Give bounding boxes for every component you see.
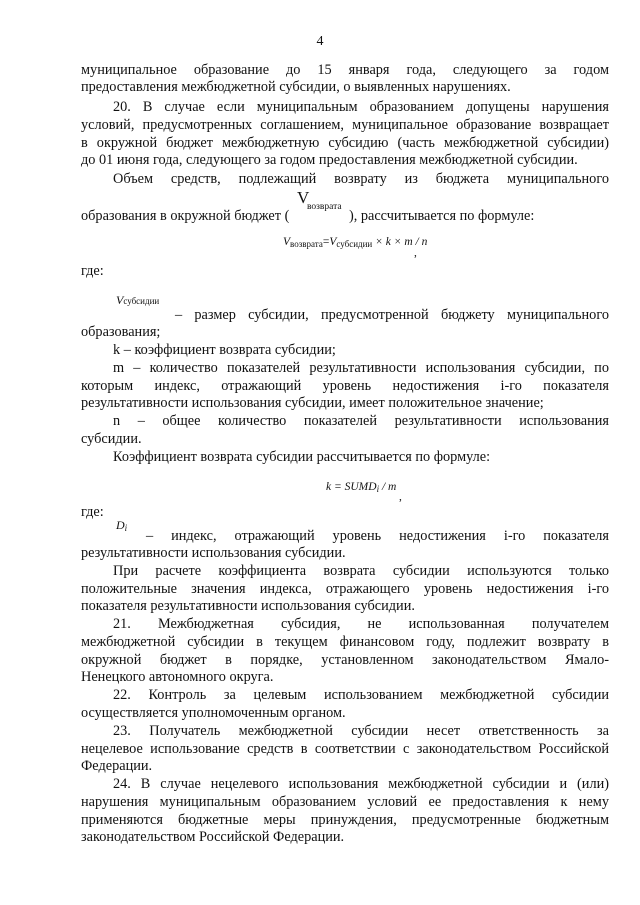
m-definition-line: результативности использования субсидии, имеет положительное значение; [81, 395, 544, 411]
k-coef-line: Коэффициент возврата субсидии рассчитывается по формуле: [113, 449, 491, 465]
volume-text-post: ), рассчитывается по формуле: [348, 208, 535, 224]
positive-line: При расчете коэффициента возврата субсидии используются только [113, 563, 609, 579]
paragraph-21-line: окружной бюджет в порядке, установленном законодательством Ямало- [81, 652, 609, 668]
formula-vozvrata [283, 236, 427, 249]
formula-v2: V [329, 236, 337, 248]
volume-text-pre: образования в окружной бюджет ( [81, 208, 290, 224]
formula-v: V [283, 236, 291, 248]
positive-line: положительные значения индекса, отражающего уровень недостижения i-го [81, 581, 609, 597]
paragraph-24-line: нарушения муниципальным образованием условий ее предоставления к нему [81, 794, 609, 810]
formula-k-sub: i [376, 484, 380, 494]
vsub-v: V [116, 293, 124, 307]
di-symbol [116, 518, 127, 533]
paragraph-24-line: применяются бюджетные меры принуждения, предусмотренные бюджетным [81, 812, 609, 828]
gde-label: где: [81, 263, 104, 279]
di-d: D [116, 518, 125, 532]
m-definition-line: которым индекс, отражающий уровень недостижения i-го показателя [81, 378, 609, 394]
formula-sub-subsidii: субсидии [336, 239, 373, 249]
paragraph-24-line: 24. В случае нецелевого использования межбюджетной субсидии и (или) [113, 776, 609, 792]
paragraph-21-line: Ненецкого автономного округа. [81, 669, 274, 685]
paragraph-20-line: в окружной бюджет межбюджетную субсидию (часть межбюджетной субсидии) [81, 135, 609, 151]
formula-k [326, 481, 396, 494]
paragraph-20-line: 20. В случае если муниципальным образованием допущены нарушения [113, 99, 609, 115]
text-line: предоставления межбюджетной субсидии, о выявленных нарушениях. [81, 79, 511, 95]
volume-line: Объем средств, подлежащий возврату из бюджета муниципального [113, 171, 609, 187]
formula-k-tail: / m [379, 481, 397, 493]
vsub-desc-line: – размер субсидии, предусмотренной бюджету муниципального [175, 307, 609, 323]
vsub-desc-line: образования; [81, 324, 161, 340]
paragraph-20-line: условий, предусмотренных соглашением, муниципальное образование возвращает [81, 117, 609, 133]
paragraph-22-line: осуществляется уполномоченным органом. [81, 705, 346, 721]
m-definition-line: m – количество показателей результативности использования субсидии, по [113, 360, 609, 376]
formula-k-main: k = SUMD [326, 481, 377, 493]
v-vozvrata-symbol [293, 188, 349, 220]
di-desc-line: – индекс, отражающий уровень недостижения i-го показателя [146, 528, 609, 544]
paragraph-20-line: до 01 июня года, следующего за годом предоставления межбюджетной субсидии. [81, 152, 578, 168]
di-desc-line: результативности использования субсидии. [81, 545, 346, 561]
page-number: 4 [316, 34, 324, 49]
paragraph-23-line: нецелевое использование средств в соответствии с законодательством Российской [81, 741, 609, 757]
n-definition-line: субсидии. [81, 431, 142, 447]
n-definition-line: n – общее количество показателей результативности использования [113, 413, 609, 429]
positive-line: показателя результативности использования субсидии. [81, 598, 415, 614]
paragraph-23-line: Федерации. [81, 758, 153, 774]
paragraph-23-line: 23. Получатель межбюджетной субсидии несет ответственность за [113, 723, 609, 739]
formula-sub-vozvrata: возврата [290, 239, 323, 249]
di-i: i [124, 523, 128, 533]
v-subscript: возврата [306, 202, 342, 212]
text-line: муниципальное образование до 15 января года, следующего за годом [81, 62, 609, 78]
v-subsidii-symbol [116, 293, 159, 308]
paragraph-21-line: 21. Межбюджетная субсидия, не использованная получателем [113, 616, 609, 632]
vsub-subscript: субсидии [123, 296, 160, 306]
formula-equals: = [322, 236, 330, 248]
paragraph-22-line: 22. Контроль за целевым использованием межбюджетной субсидии [113, 687, 609, 703]
formula-rest: × k × m / n [375, 236, 428, 248]
gde-label-2: где: [81, 504, 104, 520]
paragraph-24-line: законодательством Российской Федерации. [81, 829, 345, 845]
formula-k-comma: , [399, 491, 402, 503]
volume-line-2 [81, 188, 535, 226]
v-letter: V [296, 188, 310, 207]
paragraph-21-line: межбюджетной субсидии в текущем финансовом году, подлежит возврату в [81, 634, 609, 650]
formula-comma: , [414, 247, 417, 259]
k-definition: k – коэффициент возврата субсидии; [113, 342, 336, 358]
